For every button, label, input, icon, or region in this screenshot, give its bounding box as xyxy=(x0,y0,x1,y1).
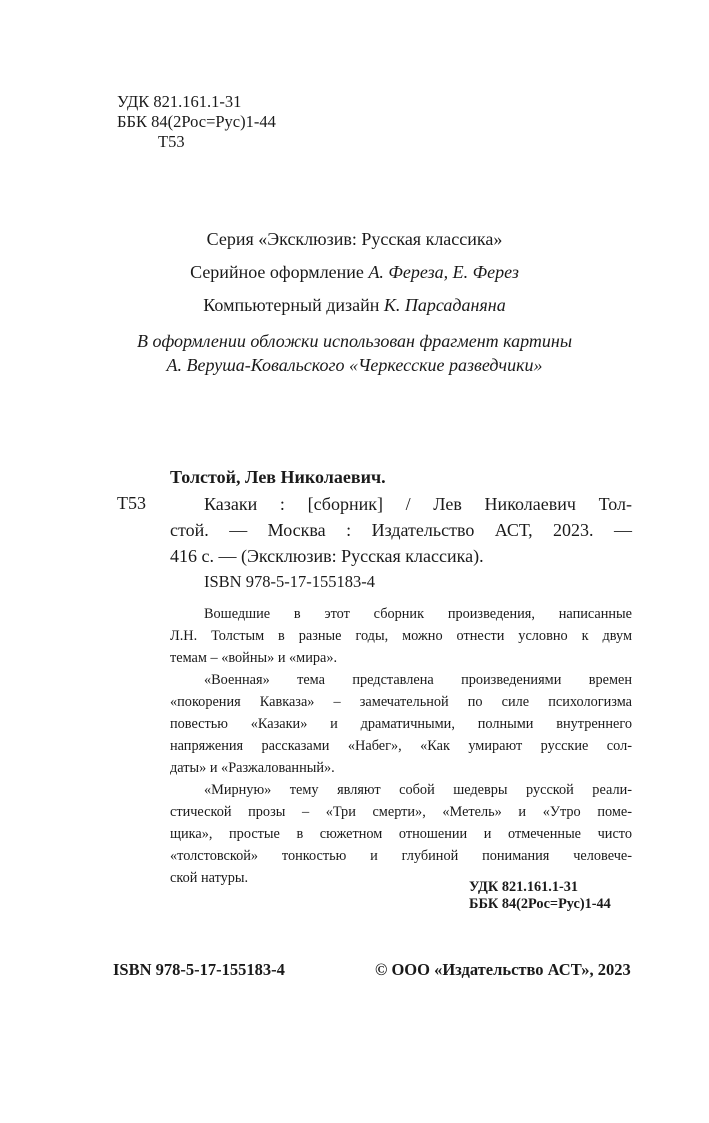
annotation-line: даты» и «Разжалованный». xyxy=(170,760,335,776)
annotation-line: «толстовской» тонкостью и глубиной понимания человече- xyxy=(170,848,632,864)
computer-design-name: К. Парсаданяна xyxy=(383,295,506,315)
series-line xyxy=(0,229,709,250)
annotation-line: Вошедшие в этот сборник произведения, написанные xyxy=(204,606,632,622)
bib-line: Казаки : [сборник] / Лев Николаевич Тол- xyxy=(204,494,632,514)
computer-design-label: Компьютерный дизайн xyxy=(203,295,384,315)
series-name: «Эксклюзив: Русская классика» xyxy=(258,229,503,249)
series-design-line xyxy=(0,262,709,283)
annotation-line: повестью «Казаки» и драматичными, полными внутреннего xyxy=(170,716,632,732)
bbk-code-top: ББК 84(2Рос=Рус)1-44 xyxy=(117,112,276,131)
bbk-code-bottom: ББК 84(2Рос=Рус)1-44 xyxy=(469,896,611,912)
cover-credit-line-2: А. Веруша-Ковальского «Черкесские разведчики» xyxy=(166,355,543,375)
series-design-label: Серийное оформление xyxy=(190,262,369,282)
bib-line: 416 с. — (Эксклюзив: Русская классика). xyxy=(170,546,484,566)
annotation-line: ской натуры. xyxy=(170,870,249,886)
isbn-record: ISBN 978-5-17-155183-4 xyxy=(204,572,375,591)
annotation-line: Л.Н. Толстым в разные годы, можно отнести условно к двум xyxy=(170,628,632,644)
udk-code-bottom: УДК 821.161.1-31 xyxy=(469,879,579,895)
annotation-line: «Мирную» тему являют собой шедевры русской реали- xyxy=(204,782,632,798)
annotation-line: стической прозы – «Три смерти», «Метель» и «Утро поме- xyxy=(170,804,632,820)
annotation-line: «Военная» тема представлена произведениями времен xyxy=(204,672,632,688)
bib-line: стой. — Москва : Издательство АСТ, 2023. — xyxy=(170,520,632,540)
author-mark: Т53 xyxy=(117,493,146,513)
annotation-line: напряжения рассказами «Набег», «Как умирают русские сол- xyxy=(170,738,632,754)
udk-code-top: УДК 821.161.1-31 xyxy=(117,92,242,111)
author-heading: Толстой, Лев Николаевич. xyxy=(170,467,386,487)
bibliographic-description xyxy=(170,491,632,569)
annotation xyxy=(170,603,632,889)
cover-credit-line-1: В оформлении обложки использован фрагмент картины xyxy=(136,331,573,351)
author-mark-top: Т53 xyxy=(158,132,185,151)
series-prefix: Серия xyxy=(206,229,259,249)
annotation-line: щика», простые в сюжетном отношении и отмеченные чисто xyxy=(170,826,632,842)
copyright-footer: © ООО «Издательство АСТ», 2023 xyxy=(375,960,631,979)
annotation-line: темам – «войны» и «мира». xyxy=(170,650,338,666)
series-design-names: А. Фереза, Е. Ферез xyxy=(368,262,519,282)
annotation-line: «покорения Кавказа» – замечательной по силе психологизма xyxy=(170,694,632,710)
isbn-footer: ISBN 978-5-17-155183-4 xyxy=(113,960,285,979)
computer-design-line xyxy=(0,295,709,316)
